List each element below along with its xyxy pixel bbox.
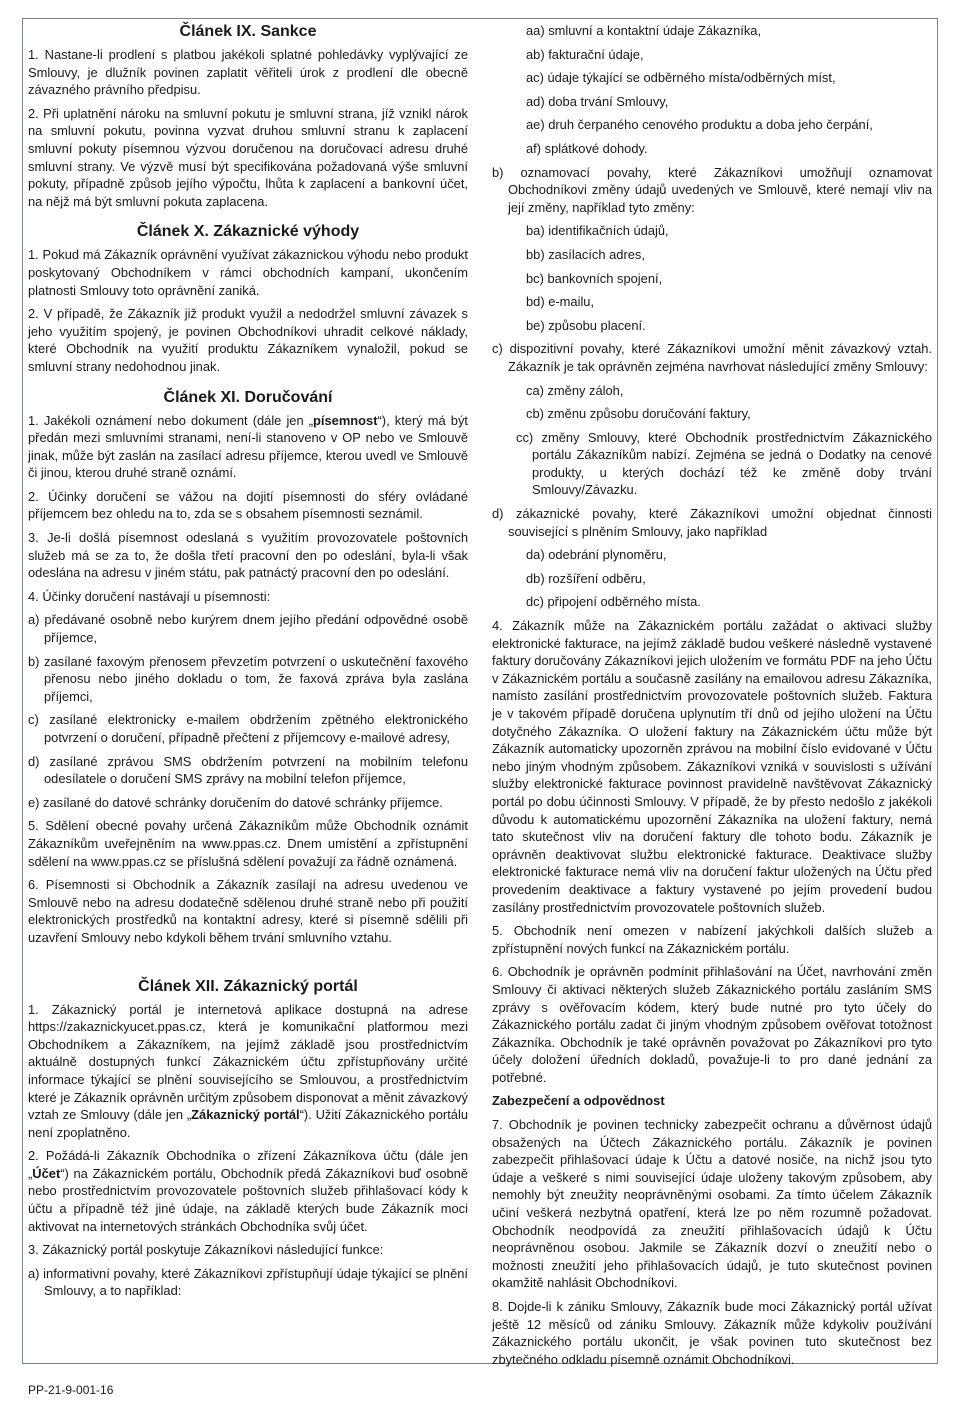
para-11-2: 2. Účinky doručení se vážou na dojití písemnosti do sféry ovládané příjemcem bez ohledu na to, zda se s obsahem písemnosti seznámil. (28, 488, 468, 522)
para-10-2: 2. V případě, že Zákazník již produkt využil a nedodržel smluvní závazek s jeho využitím spojený, je povinen Obchodníkovi uhradit celkové náklady, které Obchodník na využití produktu Zákazníkem vynaložil, pokud se smluvní strany nedohodnou jinak. (28, 306, 468, 374)
heading-article-12: Článek XII. Zákaznický portál (138, 977, 358, 995)
para-11-6: 6. Písemnosti si Obchodník a Zákazník zasílají na adresu uvedenou ve Smlouvě nebo na adresu dodatečně sdělenou druhé straně nebo při použití elektronických prostředků na kontaktní adresy, které si písemně sdělili při uzavření Smlouvy nebo kdykoli během trvání smluvního vztahu. (28, 877, 468, 945)
para-11-1-rest: “), který má být předán mezi smluvními stranami, není-li stanoveno v OP nebo ve Smlouvě jinak, může být zaslán na zasílací adresu příjemce, kterou uvedl ve Smlouvě či jinou, kterou druhé straně oznámí. (28, 412, 469, 481)
para-12-3: 3. Zákaznický portál poskytuje Zákazníkovi následující funkce: (28, 1242, 384, 1258)
item-cb: cb) změnu způsobu doručování faktury, (526, 406, 751, 422)
para-12-2-rest: “) na Zákaznickém portálu, Obchodník předá Zákazníkovi buď osobně nebo prostřednictvím provozovatele poštovních služeb přihlašovací kódy k účtu a případně též jiné údaje, na základě kterých bude Zákazník moci aktivovat na internetových stránkách Obchodníka svůj účet. (28, 1165, 468, 1234)
item-aa: aa) smluvní a kontaktní údaje Zákazníka, (526, 23, 762, 38)
item-ca: ca) změny záloh, (526, 382, 624, 398)
para-11-5: 5. Sdělení obecné povahy určená Zákazníkům může Obchodník oznámit Zákazníkům uveřejněním na www.ppas.cz. Dnem umístění a zpřístupnění sdělení na www.ppas.cz se příslušná sdělení považují za řádně oznámená. (28, 818, 468, 869)
para-12-2-text: 2. Požádá-li Zákazník Obchodníka o zřízení Zákazníkova účtu (dále jen „ (28, 1148, 468, 1181)
item-bd: bd) e-mailu, (526, 294, 595, 310)
para-12-8: 8. Dojde-li k zániku Smlouvy, Zákazník bude moci Zákaznický portál užívat ještě 12 měsíců od zániku Smlouvy. Zákazník může kdykoliv používání Zákaznického portálu ukončit, je však povinen tuto skutečnost bez zbytečného odkladu písemně oznámit Obchodníkovi. (492, 1299, 932, 1367)
section-heading-security: Zabezpečení a odpovědnost (492, 1093, 665, 1109)
item-ad: ad) doba trvání Smlouvy, (526, 93, 669, 109)
item-cc: cc) změny Smlouvy, které Obchodník prostřednictvím Zákaznického portálu Zákazníkům nabízí. Zejména se jedná o Dodatky na cenové produkty, u kterých dochází též ke změně doby trvání Smlouvy/Závazku. (516, 429, 932, 498)
para-9-1: 1. Nastane-li prodlení s platbou jakékoli splatné pohledávky vyplývající ze Smlouvy, je dlužník povinen zaplatit věřiteli úrok z prodlení dle obecně závazného právního předpisu. (28, 47, 468, 98)
item-ba: ba) identifikačních údajů, (526, 223, 669, 239)
item-bc: bc) bankovních spojení, (526, 270, 663, 286)
term-pisemnost: písemnost (313, 412, 378, 428)
para-12-2 (28, 1147, 468, 1235)
para-12-5: 5. Obchodník není omezen v nabízení jakýchkoli dalších služeb a zpřístupnění nových funkcí na Zákaznickém portálu. (492, 923, 932, 956)
heading-article-10: Článek X. Zákaznické výhody (136, 223, 360, 241)
item-ac: ac) údaje týkající se odběrného místa/odběrných míst, (526, 70, 836, 86)
item-be: be) způsobu placení. (526, 317, 646, 333)
heading-article-9: Článek IX. Sankce (179, 23, 317, 40)
para-11-4b: b) zasílané faxovým přenosem převzetím potvrzení o uskutečnění faxového přenosu nebo jiného dokladu o tom, že faxová zpráva byla zaslána příjemci, (28, 653, 468, 704)
item-bb: bb) zasílacích adres, (526, 246, 645, 262)
heading-article-11: Článek XI. Doručování (163, 388, 333, 406)
item-af: af) splátkové dohody. (526, 140, 648, 156)
para-11-1-text: 1. Jakékoli oznámení nebo dokument (dále jen „ (28, 412, 314, 428)
item-ae: ae) druh čerpaného cenového produktu a doba jeho čerpání, (526, 117, 873, 133)
para-11-3: 3. Je-li došlá písemnost odeslaná s využitím provozovatele poštovních služeb má se za to, že došla třetí pracovní den po odeslání, byla-li však odeslána na adresu v jiném státu, pak patnáctý pracovní den po odeslání. (28, 530, 468, 581)
term-zakaznicky-portal: Zákaznický portál (191, 1107, 300, 1123)
para-11-4: 4. Účinky doručení nastávají u písemnosti: (28, 588, 271, 604)
para-9-2: 2. Při uplatnění nároku na smluvní pokutu je smluvní strana, jíž vznikl nárok na smluvní pokutu, povinna vyzvat druhou smluvní stranu k zaplacení smluvní pokuty písemnou výzvou doručenou na doručovací adresu druhé smluvní strany. Ve výzvě musí být specifikována požadovaná výše smluvní pokuty, případně způsob jejího výpočtu, lhůta k zaplacení a bankovní účet, na nějž má být smluvní pokuta zaplacena. (28, 105, 468, 209)
item-db: db) rozšíření odběru, (526, 570, 646, 586)
para-11-1 (28, 412, 468, 482)
item-c: c) dispozitivní povahy, které Zákazníkovi umožní měnit závazkový vztah. Zákazník je tak oprávněn zejména navrhovat následující změny Smlouvy: (492, 341, 932, 374)
left-column (28, 22, 468, 1306)
item-d: d) zákaznické povahy, které Zákazníkovi umožní objednat činnosti související s plněním Smlouvy, jako například (492, 506, 932, 539)
right-column (492, 22, 932, 1374)
para-12-6: 6. Obchodník je oprávněn podmínit přihlašování na Účet, navrhování změn Smlouvy či aktivaci některých služeb Zákaznického portálu zasláním SMS zprávy s ověřovacím kódem, který bude nutné pro tyto účely do Zákaznického portálu zadat či jiným vhodným způsobem ověřovat totožnost Zákazníka. Obchodník je také oprávněn považovat po Zákazníkovi pro tyto účely doložení úředních dokladů, považuje-li to pro dané jednání za potřebné. (492, 964, 932, 1085)
item-da: da) odebrání plynoměru, (526, 547, 667, 563)
para-11-4e: e) zasílané do datové schránky doručením do datové schránky příjemce. (28, 794, 443, 810)
item-ab: ab) fakturační údaje, (526, 46, 644, 62)
para-11-4c: c) zasílané elektronicky e-mailem obdržením zpětného elektronického potvrzení o doručení, případně přečtení z příjemcovy e-mailové adresy, (28, 712, 468, 745)
para-12-4: 4. Zákazník může na Zákaznickém portálu zažádat o aktivaci služby elektronické fakturace, na jejímž základě budou veškeré následně vystavené faktury doručovány Zákazníkovi jejich uložením ve formátu PDF na jeho Účtu v Zákaznickém portálu a současně zasílány na emailovou adresu Zákazníka, namísto zasílání prostřednictvím provozovatele poštovních služeb. Faktura je v takovém případě doručena uplynutím tří dnů od jejího uložení na Účtu dotyčného Zákazníka. O uložení faktury na Zákaznickém účtu může být Zákazník automaticky upozorněn zprávou na mobilní číslo evidované v Účtu nebo jiným vhodným způsobem. Zákazníkovi vzniká v souvislosti s užívání služby elektronické fakturace povinnost pravidelně navštěvovat Zákaznický portál po dobu účinnosti Smlouvy. V případě, že by přesto nedošlo z jakékoli důvodu k automatickému upozornění Zákazníka na uložení faktury, nemá tato skutečnost vliv na doručení faktury dle tohoto bodu. Zákazník je oprávněn deaktivovat službu elektronické fakturace. Deaktivace služby elektronické fakturace nemá vliv na doručení faktur uložených na Účtu před provedením deaktivace a faktury vystavené po jejím provedení budou zasílány prostřednictvím provozovatele poštovních služeb. (492, 618, 932, 915)
para-12-1 (28, 1001, 468, 1142)
document-code: PP-21-9-001-16 (28, 1383, 114, 1397)
item-b: b) oznamovací povahy, které Zákazníkovi umožňují oznamovat Obchodníkovi změny údajů uvedených ve Smlouvě, které nemají vliv na její změny, například tyto změny: (492, 164, 932, 215)
item-dc: dc) připojení odběrného místa. (526, 594, 701, 610)
term-ucet: Účet (32, 1165, 61, 1181)
para-11-4d: d) zasílané zprávou SMS obdržením potvrzení na mobilním telefonu odesílatele o doručení SMS zprávy na mobilní telefon příjemce, (28, 753, 468, 787)
para-12-3a: a) informativní povahy, které Zákazníkovi zpřístupňují údaje týkající se plnění Smlouvy, a to například: (28, 1265, 468, 1299)
para-12-7: 7. Obchodník je povinen technicky zabezpečit ochranu a důvěrnost údajů obsažených na Účtech Zákaznického portálu. Zákazník je povinen zabezpečit přihlašovací údaje k Účtu a datové nosiče, na nichž jsou tyto údaje a veškeré s nimi související údaje uloženy takovým způsobem, aby nemohly být zneužity neoprávněnými osobami. Za tímto účelem Zákazník učiní veškerá nezbytná opatření, která lze po něm rozumně požadovat. Obchodník neodpovídá za zneužití přihlašovacích údajů k Účtu neoprávněnou osobou. Jakmile se Zákazník dozví o zneužití nebo o možnosti zneužití jeho přihlašovacích údajů, je tuto skutečnost povinen okamžitě nahlásit Obchodníkovi. (492, 1117, 932, 1291)
para-12-1-rest: “). Užití Zákaznického portálu není zpoplatněno. (28, 1107, 468, 1140)
para-10-1: 1. Pokud má Zákazník oprávnění využívat zákaznickou výhodu nebo produkt poskytovaný Obchodníkem v rámci obchodních kampaní, ukončením platnosti Smlouvy toto oprávnění zaniká. (28, 247, 468, 298)
para-12-1-text: 1. Zákaznický portál je internetová aplikace dostupná na adrese https://zakaznickyucet.ppas.cz, která je komunikační platformou mezi Obchodníkem a Zákazníkem, na jejímž základě jsou prostřednictvím aktuálně dostupných funkcí Zákaznickém účtu zpřístupňovány určité informace týkající se plnění souvisejícího se Smlouvou, a prostřednictvím které je Zákazník oprávněn určitým způsobem disponovat a měnit závazkový vztah ze Smlouvy (dále jen „ (28, 1001, 468, 1123)
para-11-4a: a) předávané osobně nebo kurýrem dnem jejího předání odpovědné osobě příjemce, (28, 612, 468, 646)
